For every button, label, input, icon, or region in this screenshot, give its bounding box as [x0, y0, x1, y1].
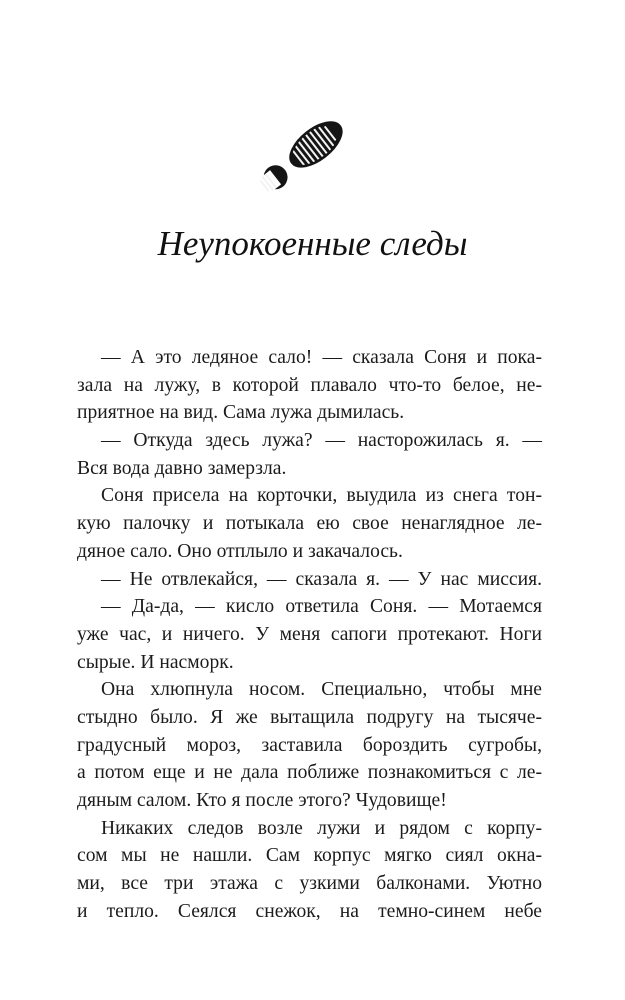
text-line: сырые. И насморк.: [77, 651, 234, 673]
text-line: ми, все три этажа с узкими балконами. Уютно: [77, 873, 542, 895]
text-line: — Не отвлекайся, — сказала я. — У нас миссия.: [101, 568, 542, 590]
text-line: — А это ледяное сало! — сказала Соня и пока-: [101, 347, 542, 368]
text-line: Вся вода давно замерзла.: [77, 457, 287, 479]
text-line: уже час, и ничего. У меня сапоги протекают. Ноги: [77, 623, 542, 645]
text-line: дяное сало. Оно отплыло и закачалось.: [77, 540, 403, 562]
text-line: Никаких следов возле лужи и рядом с корпу-: [101, 817, 542, 839]
text-line: сом мы не нашли. Сам корпус мягко сиял окна-: [77, 845, 542, 867]
text-line: зала на лужу, в которой плавало что-то белое, не-: [77, 374, 542, 396]
body-text: [77, 344, 542, 925]
text-line: Она хлюпнула носом. Специально, чтобы мне: [101, 679, 542, 701]
text-line: дяным салом. Кто я после этого? Чудовище!: [77, 790, 447, 811]
text-line: Соня присела на корточки, выудила из снега тон-: [101, 485, 542, 507]
text-line: кую палочку и потыкала ею свое ненаглядное ле-: [77, 513, 542, 535]
chapter-title: Неупокоенные следы: [157, 224, 468, 263]
footprint-icon: [252, 112, 364, 202]
text-line: — Да-да, — кисло ответила Соня. — Мотаемся: [101, 596, 542, 618]
text-line: и тепло. Сеялся снежок, на темно-синем небе: [77, 900, 542, 922]
text-line: градусный мороз, заставила бороздить сугробы,: [77, 734, 542, 756]
text-line: — Откуда здесь лужа? — насторожилась я. —: [101, 430, 542, 452]
text-line: стыдно было. Я же вытащила подругу на тысяче-: [77, 706, 542, 728]
text-line: а потом еще и не дала поближе познакомиться с ле-: [77, 762, 542, 784]
text-line: приятное на вид. Сама лужа дымилась.: [77, 402, 405, 424]
